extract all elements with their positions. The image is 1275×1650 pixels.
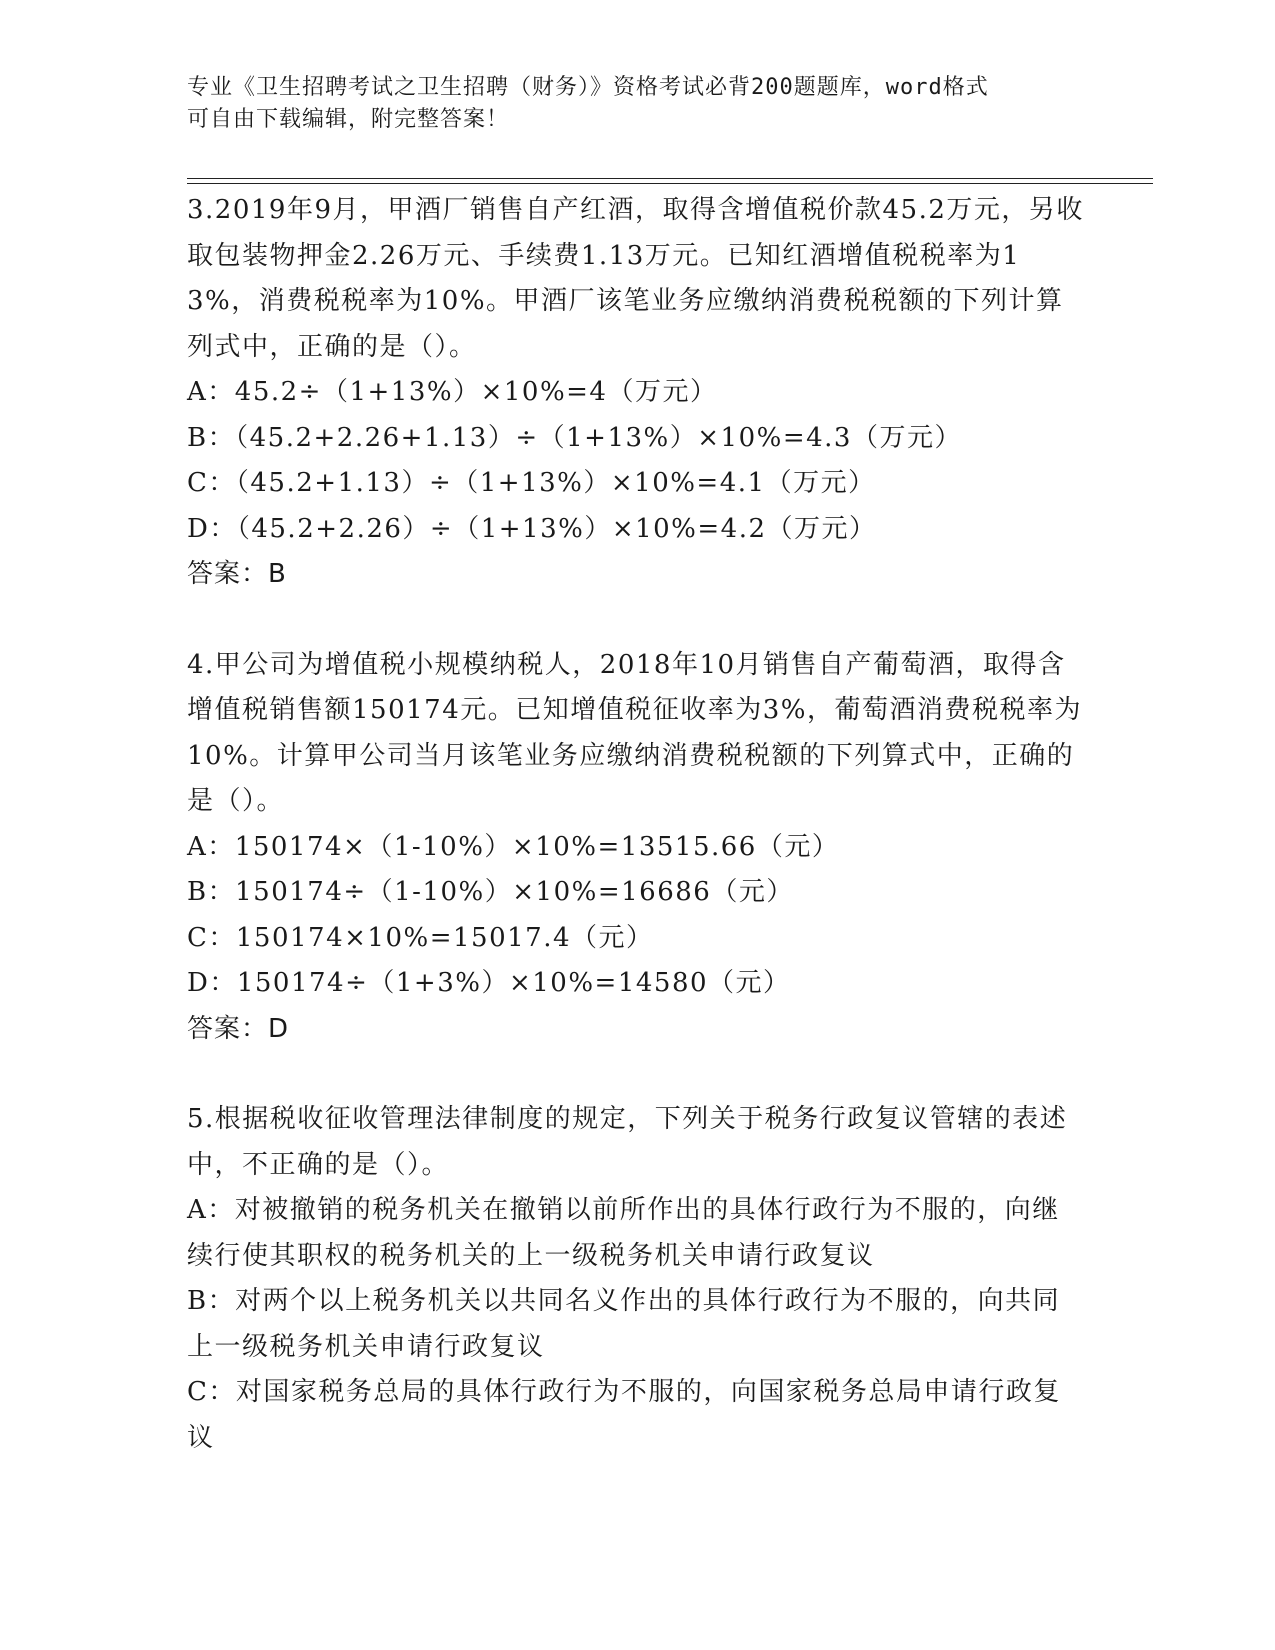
question-3 xyxy=(187,188,1087,598)
option-a: A：150174×（1-10%）×10%=13515.66（元） xyxy=(187,831,840,862)
option-b: B：对两个以上税务机关以共同名义作出的具体行政行为不服的，向共同上一级税务机关申请行政复议 xyxy=(187,1286,1061,1362)
option-b: B：（45.2+2.26+1.13）÷（1+13%）×10%=4.3（万元） xyxy=(187,422,962,453)
question-4 xyxy=(187,643,1087,1053)
header-line-2: 可自由下载编辑，附完整答案！ xyxy=(187,107,510,132)
question-stem: 4.甲公司为增值税小规模纳税人，2018年10月销售自产葡萄酒，取得含增值税销售额150174元。已知增值税征收率为3%，葡萄酒消费税税率为10%。计算甲公司当月该笔业务应缴纳消费税税额的下列算式中，正确的是（）。 xyxy=(187,649,1082,816)
option-c: C：150174×10%=15017.4（元） xyxy=(187,922,654,953)
question-stem: 5.根据税收征收管理法律制度的规定，下列关于税务行政复议管辖的表述中，不正确的是（）。 xyxy=(187,1104,1068,1180)
answer-line: 答案：B xyxy=(187,559,287,589)
header-divider-top xyxy=(187,178,1153,179)
option-c: C：对国家税务总局的具体行政行为不服的，向国家税务总局申请行政复议 xyxy=(187,1377,1061,1453)
question-stem: 3.2019年9月，甲酒厂销售自产红酒，取得含增值税价款45.2万元，另收取包装物押金2.26万元、手续费1.13万元。已知红酒增值税税率为13%，消费税税率为10%。甲酒厂该笔业务应缴纳消费税税额的下列计算列式中，正确的是（）。 xyxy=(187,195,1084,362)
answer-line: 答案：D xyxy=(187,1013,290,1044)
header-line-1: 专业《卫生招聘考试之卫生招聘（财务）》资格考试必背200题题库，word格式 xyxy=(187,75,989,100)
document-header xyxy=(187,72,1087,136)
question-list xyxy=(187,188,1087,1461)
header-divider-bottom xyxy=(187,183,1153,184)
option-d: D：（45.2+2.26）÷（1+13%）×10%=4.2（万元） xyxy=(187,513,877,544)
option-b: B：150174÷（1-10%）×10%=16686（元） xyxy=(187,877,794,907)
option-d: D：150174÷（1+3%）×10%=14580（元） xyxy=(187,968,791,998)
question-5 xyxy=(187,1097,1087,1461)
option-a: A：对被撤销的税务机关在撤销以前所作出的具体行政行为不服的，向继续行使其职权的税务机关的上一级税务机关申请行政复议 xyxy=(187,1195,1060,1271)
option-c: C：（45.2+1.13）÷（1+13%）×10%=4.1（万元） xyxy=(187,468,876,498)
option-a: A：45.2÷（1+13%）×10%=4（万元） xyxy=(187,377,718,407)
